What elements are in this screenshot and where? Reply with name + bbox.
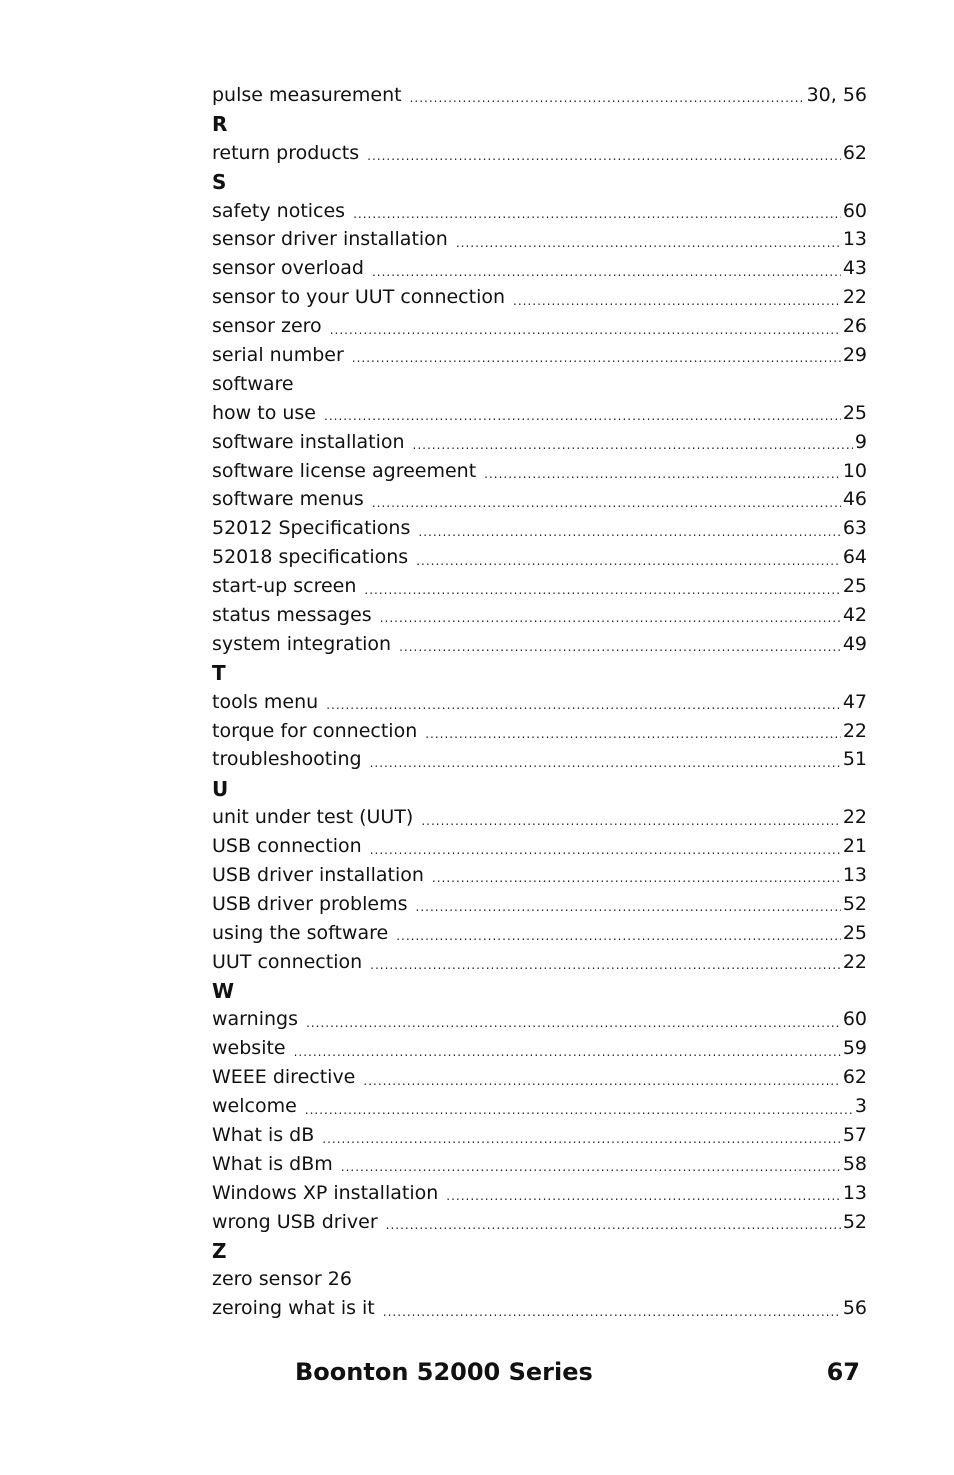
index-entry xyxy=(212,485,867,514)
index-entry xyxy=(212,81,867,110)
index-page-number: 64 xyxy=(842,546,867,569)
index-term: software xyxy=(212,372,294,395)
index-term: welcome xyxy=(212,1095,297,1118)
dot-leader xyxy=(416,555,841,567)
dot-leader xyxy=(396,930,841,942)
index-page-number: 22 xyxy=(842,806,867,829)
index-page-number: 58 xyxy=(842,1152,867,1175)
index-entry xyxy=(212,197,867,226)
index-term: 52012 Specifications xyxy=(212,517,411,540)
index-page-number: 29 xyxy=(842,343,867,366)
index-page-number: 46 xyxy=(842,488,867,511)
index-page-number: 52 xyxy=(842,1210,867,1233)
index-entry xyxy=(212,601,867,630)
index-page-number: 13 xyxy=(842,1181,867,1204)
dot-leader xyxy=(446,1190,841,1202)
dot-leader xyxy=(324,410,841,422)
index-term: safety notices xyxy=(212,199,346,222)
index-entry xyxy=(212,399,867,428)
index-page-number: 13 xyxy=(842,228,867,251)
index-term: return products xyxy=(212,141,360,164)
index-page-number: 21 xyxy=(842,835,867,858)
index-entry xyxy=(212,254,867,283)
dot-leader xyxy=(306,1017,841,1029)
index-term: troubleshooting xyxy=(212,748,362,771)
index-page-number: 10 xyxy=(842,459,867,482)
index-page-number: 63 xyxy=(842,517,867,540)
index-page-number: 59 xyxy=(842,1037,867,1060)
index-entry xyxy=(212,919,867,948)
index-entry xyxy=(212,457,867,486)
index-list xyxy=(212,81,867,1323)
index-term: software installation xyxy=(212,430,405,453)
index-entry xyxy=(212,1121,867,1150)
index-entry xyxy=(212,1179,867,1208)
dot-leader xyxy=(383,1306,841,1318)
index-page-number: 25 xyxy=(842,575,867,598)
index-entry xyxy=(212,1208,867,1237)
index-entry xyxy=(212,803,867,832)
page-footer xyxy=(295,1358,860,1386)
index-term: zeroing what is it xyxy=(212,1297,375,1320)
dot-leader xyxy=(305,1104,853,1116)
index-letter-heading xyxy=(212,977,867,1006)
index-term: how to use xyxy=(212,401,316,424)
index-entry xyxy=(212,572,867,601)
index-term: serial number xyxy=(212,343,344,366)
dot-leader xyxy=(421,815,841,827)
index-page-number: 42 xyxy=(842,603,867,626)
index-page-number: 22 xyxy=(842,719,867,742)
index-page-number: 25 xyxy=(842,921,867,944)
index-term: torque for connection xyxy=(212,719,418,742)
index-term: software menus xyxy=(212,488,364,511)
dot-leader xyxy=(294,1046,841,1058)
dot-leader xyxy=(352,352,841,364)
index-term: sensor to your UUT connection xyxy=(212,286,506,309)
index-term: software license agreement xyxy=(212,459,477,482)
index-term: USB driver installation xyxy=(212,863,424,886)
dot-leader xyxy=(372,497,841,509)
index-entry xyxy=(212,370,867,399)
index-entry xyxy=(212,341,867,370)
index-entry xyxy=(212,283,867,312)
dot-leader xyxy=(418,526,840,538)
index-page-number: 9 xyxy=(854,430,867,453)
dot-leader xyxy=(380,612,841,624)
letter-label: S xyxy=(212,170,227,195)
index-page-number: 3 xyxy=(854,1095,867,1118)
index-page-number: 43 xyxy=(842,257,867,280)
index-letter-heading xyxy=(212,1237,867,1266)
index-term: UUT connection xyxy=(212,950,363,973)
dot-leader xyxy=(330,324,841,336)
index-term: website xyxy=(212,1037,286,1060)
index-entry xyxy=(212,717,867,746)
index-term: USB driver problems xyxy=(212,892,408,915)
index-page-number: 60 xyxy=(842,199,867,222)
dot-leader xyxy=(386,1219,841,1231)
index-term: tools menu xyxy=(212,690,319,713)
dot-leader xyxy=(370,844,841,856)
footer-title: Boonton 52000 Series xyxy=(295,1358,593,1386)
index-entry xyxy=(212,139,867,168)
index-term: system integration xyxy=(212,632,392,655)
index-page-number: 25 xyxy=(842,401,867,424)
letter-label: Z xyxy=(212,1239,227,1264)
dot-leader xyxy=(410,92,805,104)
index-entry xyxy=(212,1034,867,1063)
letter-label: T xyxy=(212,661,226,686)
index-term: sensor driver installation xyxy=(212,228,448,251)
index-entry xyxy=(212,1063,867,1092)
dot-leader xyxy=(372,266,841,278)
index-letter-heading xyxy=(212,168,867,197)
dot-leader xyxy=(367,150,841,162)
index-entry xyxy=(212,948,867,977)
index-term: 52018 specifications xyxy=(212,546,409,569)
dot-leader xyxy=(364,584,840,596)
index-term: pulse measurement xyxy=(212,83,402,106)
index-entry xyxy=(212,428,867,457)
index-entry xyxy=(212,861,867,890)
dot-leader xyxy=(326,699,841,711)
index-entry xyxy=(212,890,867,919)
index-page-number: 13 xyxy=(842,863,867,886)
index-term: WEEE directive xyxy=(212,1066,356,1089)
index-letter-heading xyxy=(212,110,867,139)
index-page-number: 47 xyxy=(842,690,867,713)
index-term: status messages xyxy=(212,603,372,626)
index-term: using the software xyxy=(212,921,389,944)
index-page-number: 57 xyxy=(842,1124,867,1146)
index-entry xyxy=(212,832,867,861)
index-page-number: 30, 56 xyxy=(806,83,867,106)
footer-page-number: 67 xyxy=(826,1358,860,1386)
index-page-number: 49 xyxy=(842,632,867,655)
index-entry xyxy=(212,745,867,774)
index-term: What is dB xyxy=(212,1124,315,1146)
dot-leader xyxy=(363,1075,840,1087)
index-term: start-up screen xyxy=(212,575,357,598)
dot-leader xyxy=(432,872,841,884)
index-term: What is dBm xyxy=(212,1152,333,1175)
index-letter-heading xyxy=(212,774,867,803)
dot-leader xyxy=(353,208,841,220)
index-page-number: 60 xyxy=(842,1008,867,1031)
index-entry xyxy=(212,1266,867,1295)
index-term: zero sensor 26 xyxy=(212,1268,352,1291)
index-page-number: 56 xyxy=(842,1297,867,1320)
index-term: USB connection xyxy=(212,835,362,858)
index-page-number: 26 xyxy=(842,315,867,338)
index-term: sensor zero xyxy=(212,315,322,338)
index-entry xyxy=(212,688,867,717)
dot-leader xyxy=(370,757,841,769)
dot-leader xyxy=(416,901,841,913)
index-page-number: 62 xyxy=(842,141,867,164)
dot-leader xyxy=(370,959,841,971)
index-entry xyxy=(212,1092,867,1121)
letter-label: U xyxy=(212,776,229,801)
index-term: Windows XP installation xyxy=(212,1181,439,1204)
index-term: sensor overload xyxy=(212,257,364,280)
letter-label: W xyxy=(212,979,235,1004)
index-term: wrong USB driver xyxy=(212,1210,378,1233)
index-entry xyxy=(212,1294,867,1323)
index-page-number: 22 xyxy=(842,286,867,309)
index-entry xyxy=(212,312,867,341)
dot-leader xyxy=(413,439,853,451)
index-entry xyxy=(212,630,867,659)
index-page-number: 62 xyxy=(842,1066,867,1089)
letter-label: R xyxy=(212,112,228,137)
dot-leader xyxy=(456,237,841,249)
dot-leader xyxy=(484,468,841,480)
dot-leader xyxy=(513,295,841,307)
index-letter-heading xyxy=(212,659,867,688)
dot-leader xyxy=(341,1161,841,1173)
index-entry xyxy=(212,225,867,254)
index-page-number: 22 xyxy=(842,950,867,973)
index-entry xyxy=(212,1006,867,1035)
dot-leader xyxy=(322,1133,841,1145)
index-term: warnings xyxy=(212,1008,298,1031)
index-entry xyxy=(212,514,867,543)
index-entry xyxy=(212,1150,867,1179)
index-page-number: 51 xyxy=(842,748,867,771)
index-entry xyxy=(212,543,867,572)
dot-leader xyxy=(425,728,841,740)
index-page-number: 52 xyxy=(842,892,867,915)
dot-leader xyxy=(399,641,841,653)
index-term: unit under test (UUT) xyxy=(212,806,414,829)
